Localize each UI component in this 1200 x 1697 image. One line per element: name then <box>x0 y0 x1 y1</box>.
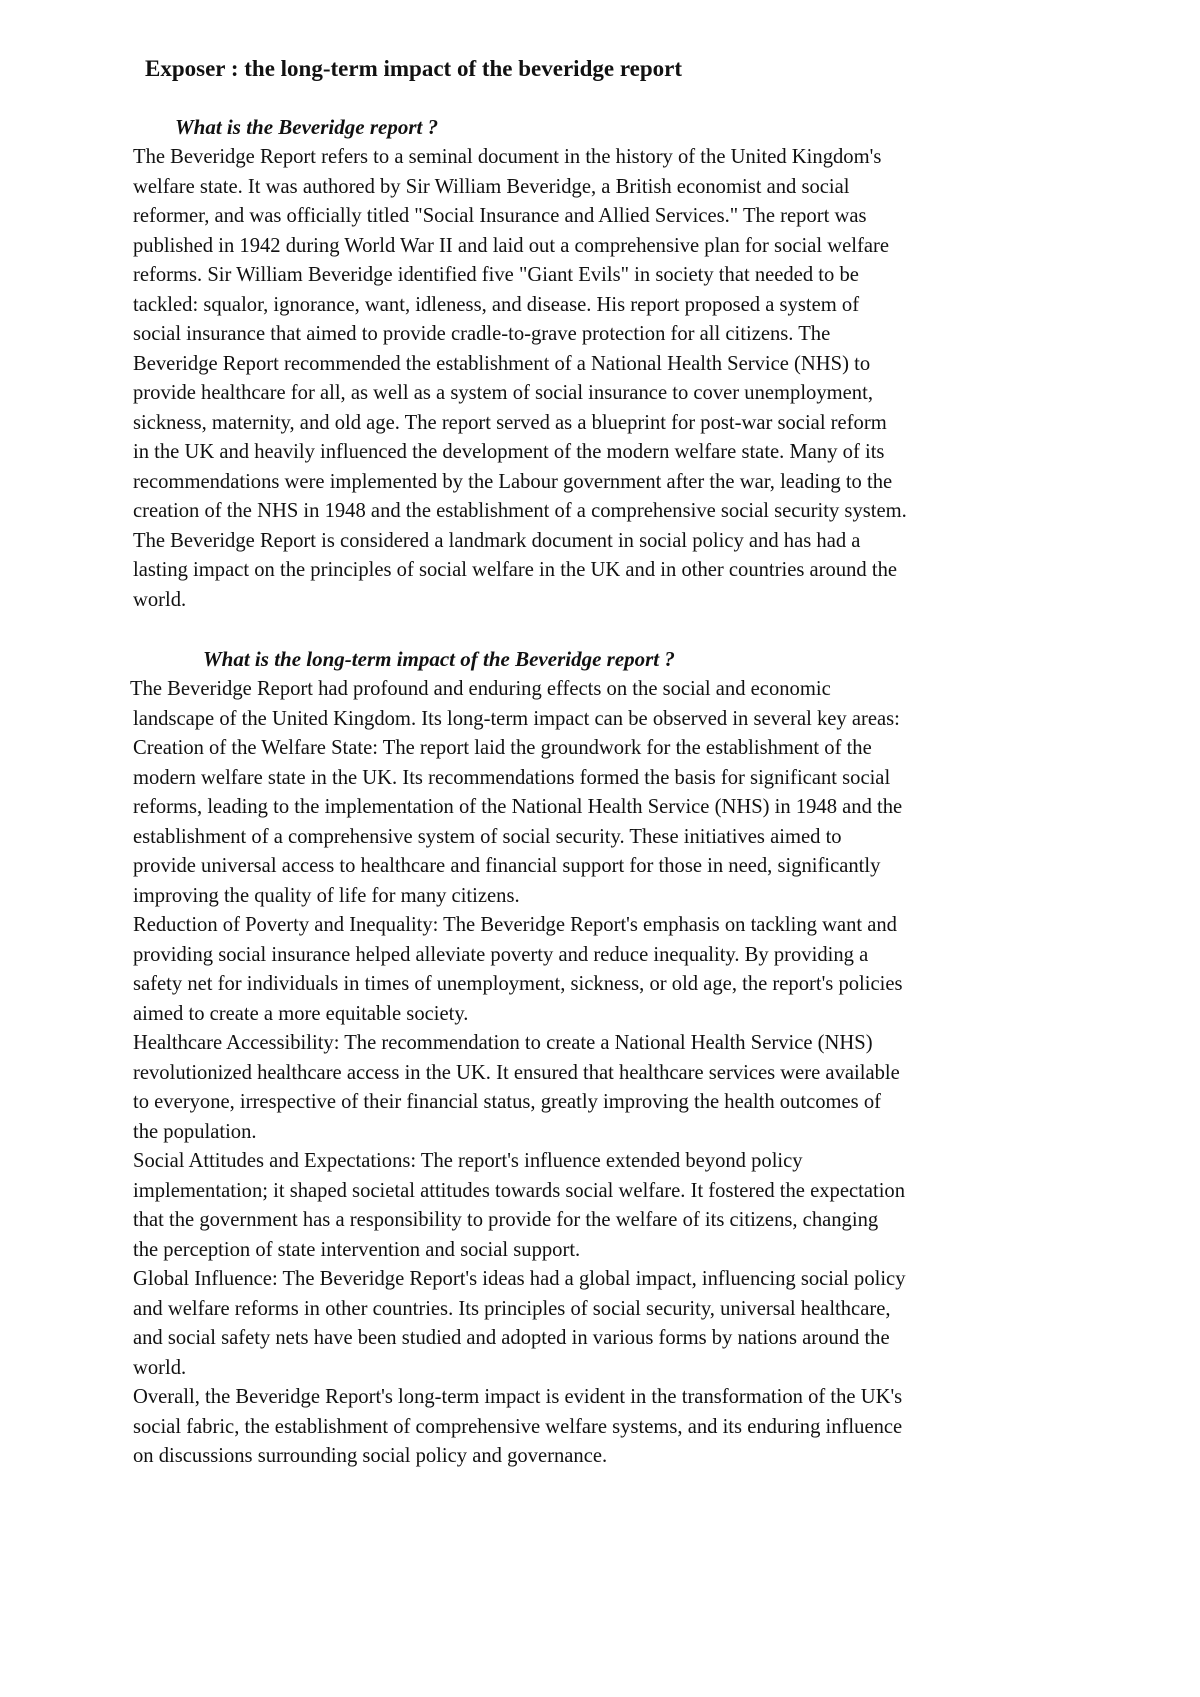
text-line: reforms. Sir William Beveridge identified five "Giant Evils" in society that needed to be <box>133 264 859 286</box>
text-line: reformer, and was officially titled "Social Insurance and Allied Services." The report was <box>133 205 867 227</box>
text-line: The Beveridge Report had profound and enduring effects on the social and economic <box>130 678 831 700</box>
text-line: modern welfare state in the UK. Its recommendations formed the basis for significant social <box>133 766 891 789</box>
text-line: safety net for individuals in times of unemployment, sickness, or old age, the report's policies <box>133 973 903 995</box>
text-line: world. <box>133 588 187 611</box>
text-line: The Beveridge Report refers to a seminal document in the history of the United Kingdom's <box>133 146 882 168</box>
text-line: welfare state. It was authored by Sir William Beveridge, a British economist and social <box>133 175 850 198</box>
section-heading: What is the Beveridge report ? <box>175 115 439 139</box>
text-line: Creation of the Welfare State: The report laid the groundwork for the establishment of the <box>133 737 872 759</box>
text-line: social insurance that aimed to provide cradle-to-grave protection for all citizens. The <box>133 323 831 345</box>
section-body <box>130 675 906 1472</box>
text-line: aimed to create a more equitable society. <box>133 1002 469 1025</box>
text-line: that the government has a responsibility to provide for the welfare of its citizens, changing <box>133 1209 879 1231</box>
text-line: lasting impact on the principles of social welfare in the UK and in other countries around the <box>133 559 898 581</box>
text-line: Global Influence: The Beveridge Report's ideas had a global impact, influencing social policy <box>133 1268 906 1290</box>
text-line: provide healthcare for all, as well as a system of social insurance to cover unemployment, <box>133 382 873 404</box>
text-line: and welfare reforms in other countries. Its principles of social security, universal healthcare, <box>133 1297 891 1320</box>
text-line: and social safety nets have been studied and adopted in various forms by nations around the <box>133 1327 890 1349</box>
text-line: provide universal access to healthcare and financial support for those in need, significantly <box>133 855 881 877</box>
text-line: Beveridge Report recommended the establishment of a National Health Service (NHS) to <box>133 352 871 375</box>
text-line: the perception of state intervention and social support. <box>133 1238 581 1261</box>
text-line: reforms, leading to the implementation of the National Health Service (NHS) in 1948 and the <box>133 796 903 818</box>
text-line: on discussions surrounding social policy and governance. <box>133 1445 608 1467</box>
text-line: sickness, maternity, and old age. The report served as a blueprint for post-war social reform <box>133 411 887 434</box>
section-body <box>133 143 907 615</box>
text-line: published in 1942 during World War II and laid out a comprehensive plan for social welfare <box>133 234 889 257</box>
text-line: establishment of a comprehensive system of social security. These initiatives aimed to <box>133 825 842 848</box>
text-line: revolutionized healthcare access in the UK. It ensured that healthcare services were available <box>133 1061 900 1084</box>
text-line: providing social insurance helped alleviate poverty and reduce inequality. By providing a <box>133 943 869 966</box>
text-line: landscape of the United Kingdom. Its long-term impact can be observed in several key areas: <box>133 707 900 730</box>
text-line: Reduction of Poverty and Inequality: The Beveridge Report's emphasis on tackling want and <box>133 914 897 936</box>
text-line: world. <box>133 1356 187 1379</box>
text-line: Healthcare Accessibility: The recommendation to create a National Health Service (NHS) <box>133 1032 873 1054</box>
text-line: to everyone, irrespective of their financial status, greatly improving the health outcomes of <box>133 1091 881 1113</box>
section-heading: What is the long-term impact of the Beveridge report ? <box>203 647 675 671</box>
text-line: tackled: squalor, ignorance, want, idleness, and disease. His report proposed a system of <box>133 293 860 316</box>
text-line: Overall, the Beveridge Report's long-term impact is evident in the transformation of the UK's <box>133 1386 903 1408</box>
text-line: Social Attitudes and Expectations: The report's influence extended beyond policy <box>133 1150 803 1172</box>
text-line: recommendations were implemented by the Labour government after the war, leading to the <box>133 470 893 493</box>
text-line: the population. <box>133 1120 257 1143</box>
text-line: social fabric, the establishment of comprehensive welfare systems, and its enduring influence <box>133 1415 903 1438</box>
text-line: in the UK and heavily influenced the development of the modern welfare state. Many of its <box>133 441 885 463</box>
text-line: implementation; it shaped societal attitudes towards social welfare. It fostered the expectation <box>133 1179 906 1202</box>
text-line: improving the quality of life for many citizens. <box>133 884 520 907</box>
text-line: creation of the NHS in 1948 and the establishment of a comprehensive social security system. <box>133 500 907 522</box>
text-line: The Beveridge Report is considered a landmark document in social policy and has had a <box>133 529 861 552</box>
document-title: Exposer : the long-term impact of the beveridge report <box>145 56 682 81</box>
